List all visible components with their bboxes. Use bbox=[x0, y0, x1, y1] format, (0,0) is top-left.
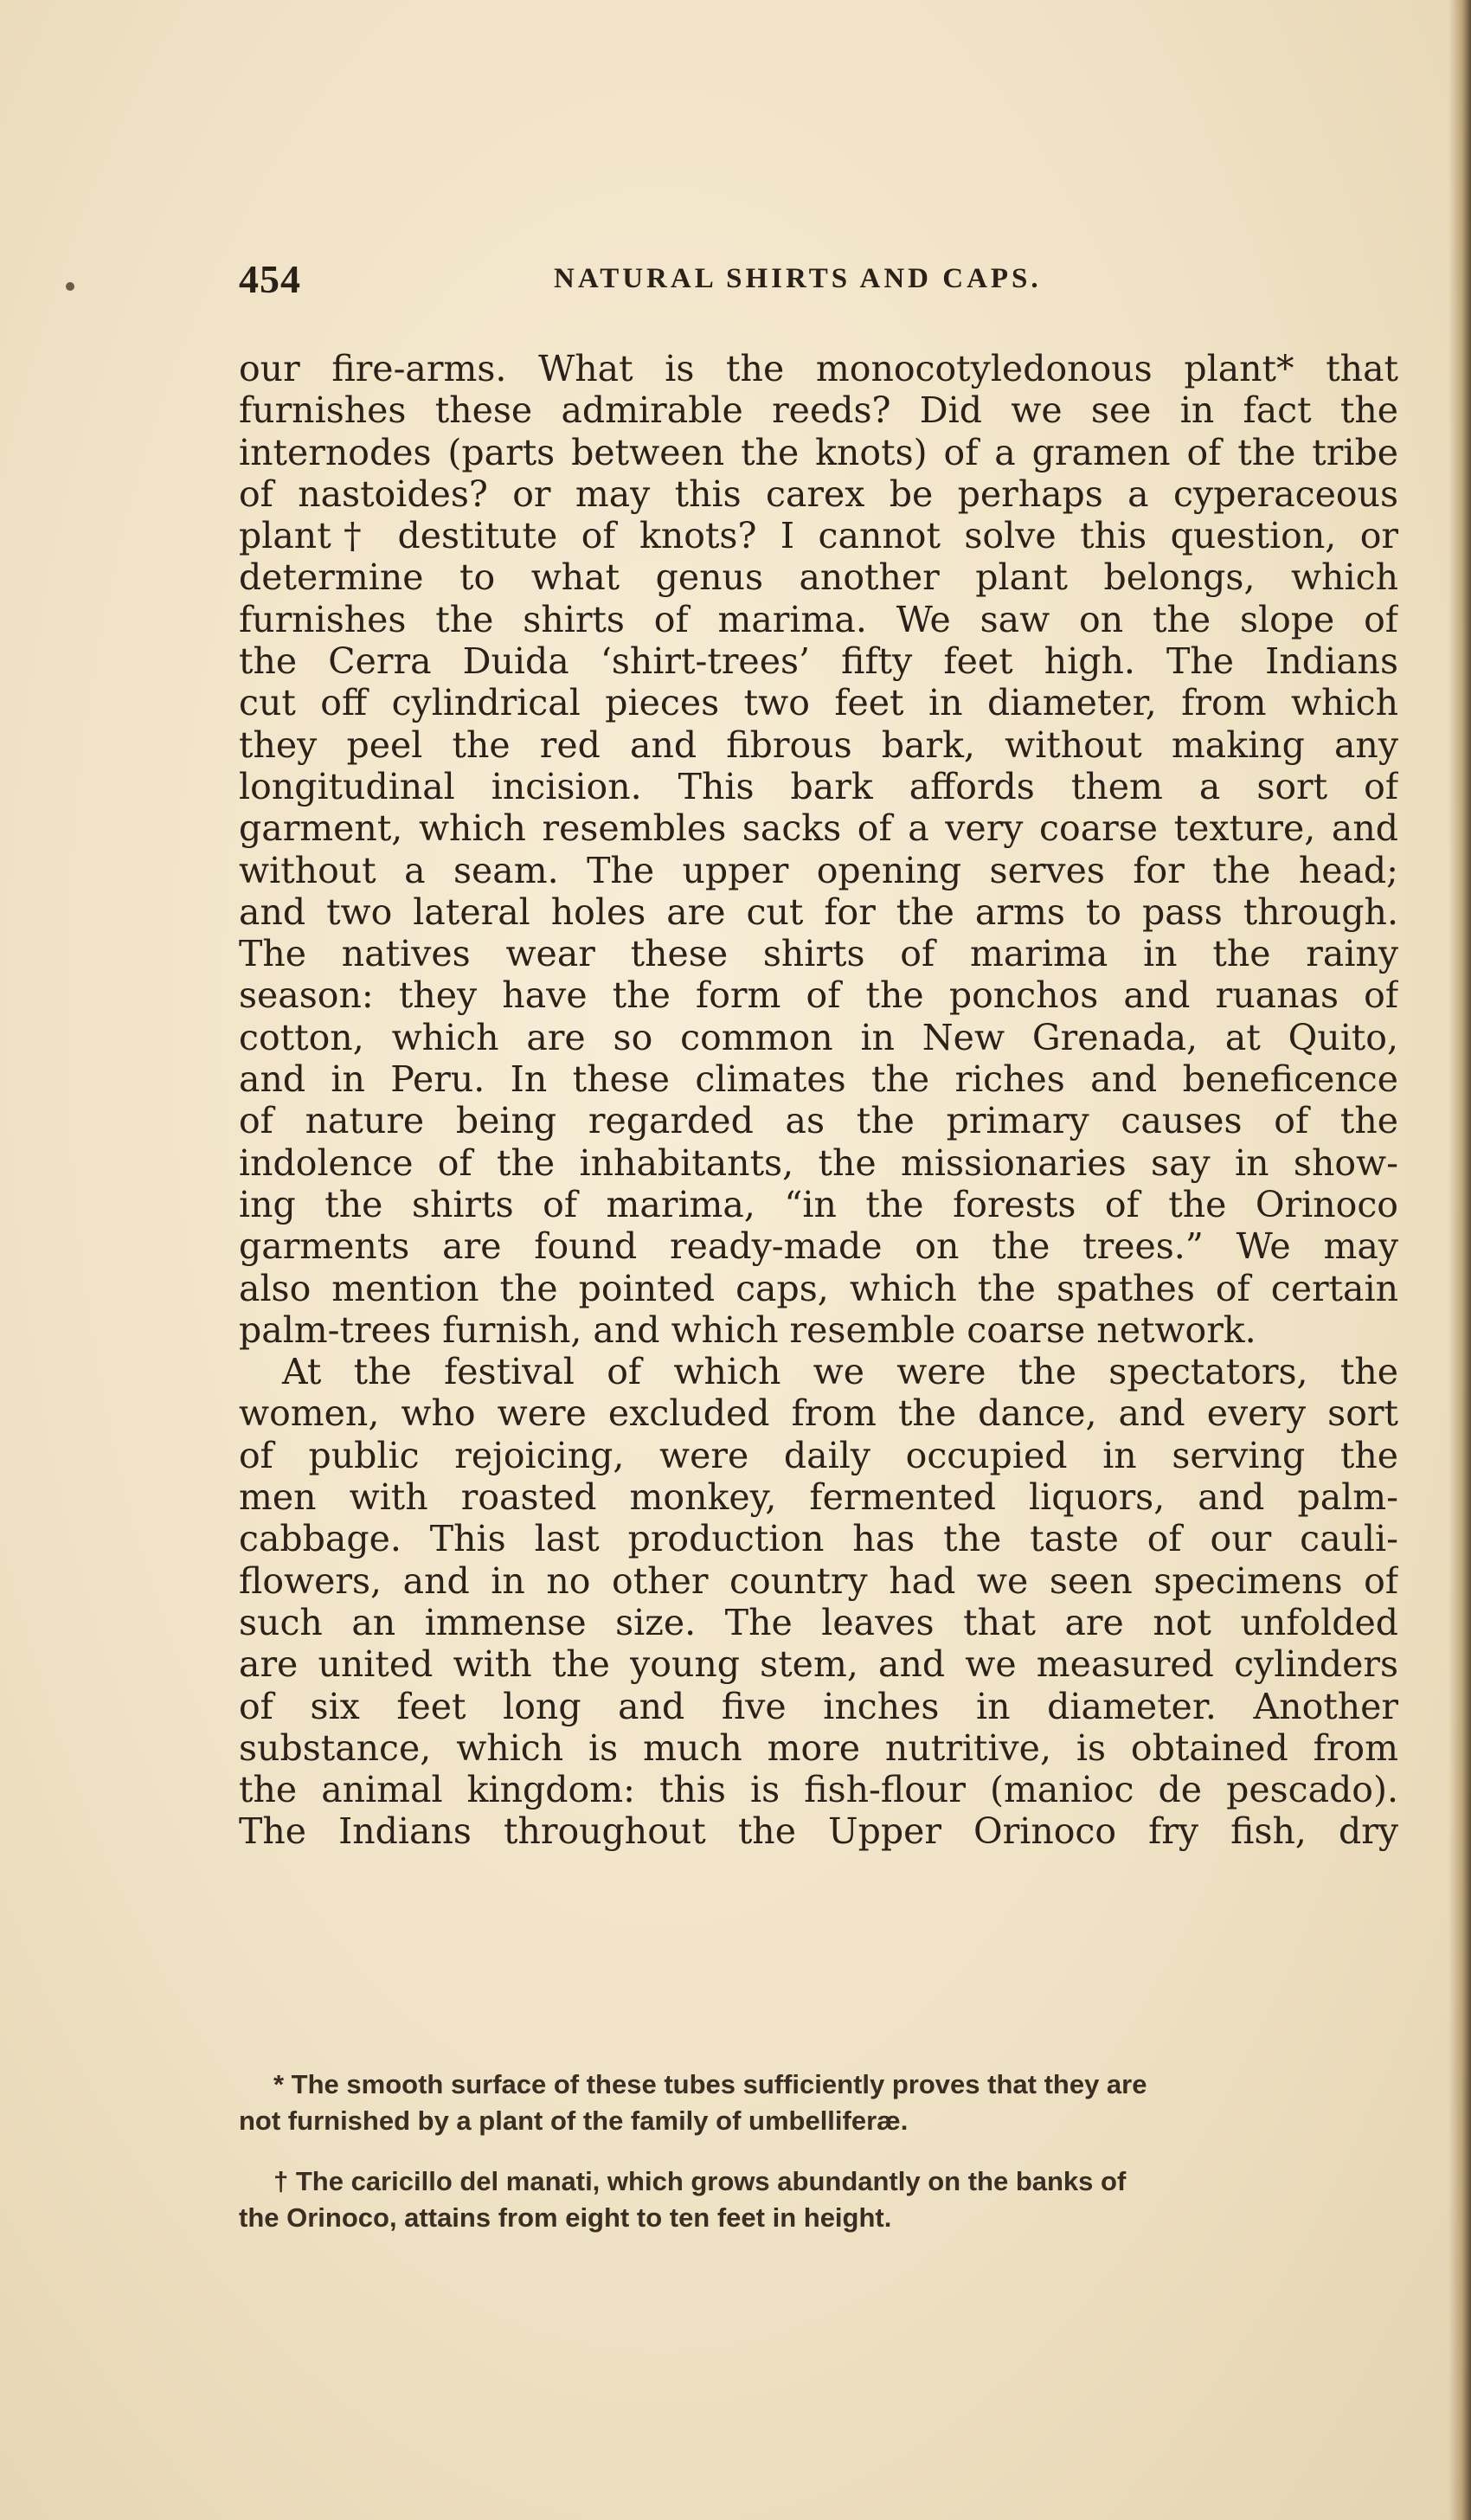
text-line: men with roasted monkey, fermented liquors, and palm- bbox=[239, 1476, 1398, 1519]
footnotes bbox=[239, 2067, 1398, 2236]
text-line: the animal kingdom: this is fish-flour (manioc de pescado). bbox=[239, 1769, 1398, 1811]
text-line-paragraph-start: At the festival of which we were the spectators, the bbox=[282, 1351, 1398, 1393]
text-line: internodes (parts between the knots) of a gramen of the tribe bbox=[239, 431, 1398, 473]
text-line: ing the shirts of marima, “in the forests of the Orinoco bbox=[239, 1183, 1398, 1225]
text-line: of six feet long and five inches in diameter. Another bbox=[239, 1685, 1398, 1727]
paper-blemish bbox=[66, 282, 74, 291]
text-line: and in Peru. In these climates the riches and beneficence bbox=[239, 1058, 1398, 1101]
text-line: our fire-arms. What is the monocotyledonous plant* that bbox=[239, 348, 1398, 389]
text-line: of nastoides? or may this carex be perhaps a cyperaceous bbox=[239, 472, 1398, 515]
text-line: cut off cylindrical pieces two feet in diameter, from which bbox=[239, 682, 1398, 724]
text-line: they peel the red and fibrous bark, without making any bbox=[239, 723, 1398, 766]
text-line: are united with the young stem, and we measured cylinders bbox=[239, 1643, 1398, 1686]
text-line: such an immense size. The leaves that are not unfolded bbox=[239, 1601, 1398, 1643]
footnote-2-line: the Orinoco, attains from eight to ten feet in height. bbox=[239, 2202, 892, 2233]
text-line: the Cerra Duida ‘shirt-trees’ fifty feet high. The Indians bbox=[239, 640, 1398, 683]
page-number: 454 bbox=[239, 257, 301, 301]
text-line: flowers, and in no other country had we seen specimens of bbox=[239, 1559, 1398, 1602]
text-line: cotton, which are so common in New Grenada, at Quito, bbox=[239, 1016, 1398, 1058]
text-line: plant† destitute of knots? I cannot solve this question, or bbox=[239, 515, 1398, 557]
text-line: garment, which resembles sacks of a very coarse texture, and bbox=[239, 807, 1398, 850]
text-line: indolence of the inhabitants, the missionaries say in show- bbox=[239, 1141, 1398, 1184]
text-line: cabbage. This last production has the taste of our cauli- bbox=[239, 1518, 1398, 1560]
footnote-1-line: * The smooth surface of these tubes sufficiently proves that they are bbox=[273, 2069, 1147, 2099]
running-title: NATURAL SHIRTS AND CAPS. bbox=[554, 263, 1042, 294]
text-line: season: they have the form of the ponchos and ruanas of bbox=[239, 974, 1398, 1017]
text-line: longitudinal incision. This bark affords them a sort of bbox=[239, 765, 1398, 807]
page-header bbox=[239, 256, 1398, 317]
text-line: The natives wear these shirts of marima in the rainy bbox=[239, 933, 1398, 975]
text-line: determine to what genus another plant belongs, which bbox=[239, 556, 1398, 599]
page-edge-shadow bbox=[1449, 0, 1471, 2520]
main-text bbox=[239, 348, 1398, 1853]
text-line: of public rejoicing, were daily occupied in serving the bbox=[239, 1434, 1398, 1476]
text-line: furnishes the shirts of marima. We saw on the slope of bbox=[239, 598, 1398, 640]
text-line: without a seam. The upper opening serves for the head; bbox=[239, 849, 1398, 891]
text-line: of nature being regarded as the primary causes of the bbox=[239, 1100, 1398, 1142]
footnote-2-line: † The caricillo del manati, which grows abundantly on the banks of bbox=[273, 2166, 1127, 2196]
text-line: women, who were excluded from the dance, and every sort bbox=[239, 1392, 1398, 1435]
text-line: furnishes these admirable reeds? Did we see in fact the bbox=[239, 389, 1398, 432]
text-line: garments are found ready-made on the trees.” We may bbox=[239, 1225, 1398, 1268]
footnote-1-line: not furnished by a plant of the family of umbelliferæ. bbox=[239, 2105, 909, 2136]
text-line: also mention the pointed caps, which the spathes of certain bbox=[239, 1267, 1398, 1309]
text-line: The Indians throughout the Upper Orinoco fry fish, dry bbox=[239, 1810, 1398, 1853]
text-line: and two lateral holes are cut for the arms to pass through. bbox=[239, 890, 1398, 933]
text-line: palm-trees furnish, and which resemble coarse network. bbox=[239, 1308, 1256, 1351]
footnote-spacer bbox=[239, 2139, 1398, 2163]
text-line: substance, which is much more nutritive, is obtained from bbox=[239, 1726, 1398, 1769]
